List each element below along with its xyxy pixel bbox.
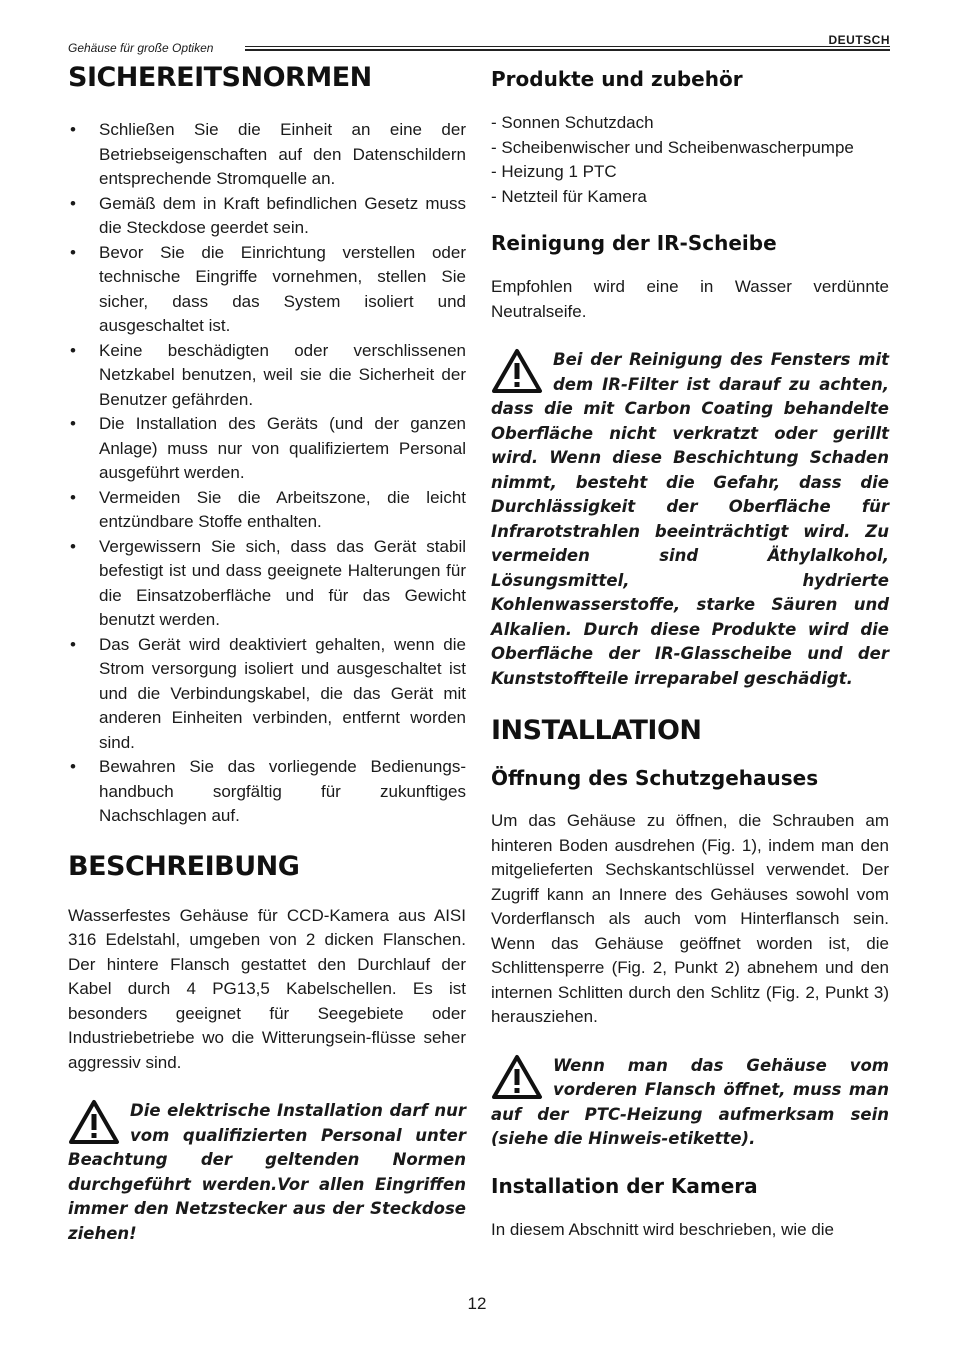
safety-item: • Das Gerät wird deaktiviert gehalten, wenn die Strom versorgung isoliert und ausgeschaltet ist und die Verbindungskabel, die das Gerät mit anderen Einheiten verbinden, entfernt worden sind. (68, 633, 466, 756)
product-item: - Heizung 1 PTC (491, 162, 617, 181)
header-left-text: Gehäuse für große Optiken (68, 41, 214, 55)
camera-text: In diesem Abschnitt wird beschrieben, wie die (491, 1219, 835, 1239)
description-text: Wasserfestes Gehäuse für CCD-Kamera aus AISI 316 Edelstahl, umgeben von 2 dicken Flanschen. Der hintere Flansch gestattet den Durchlauf der Kabel durch 4 PG13,5 Kabelschellen. Es ist besonders geeignet für Seegebiete oder Industriebetriebe wo die Witterungsein-flüsse seher aggressiv sind. (68, 905, 466, 1072)
safety-item: • Vermeiden Sie die Arbeitszone, die leicht entzündbare Stoffe enthalten. (68, 486, 466, 535)
opening-warning (491, 1054, 889, 1152)
product-item: - Netzteil für Kamera (491, 186, 647, 206)
page-number: 12 (467, 1294, 487, 1313)
electrical-warning-text: Die elektrische Installation darf nur vom qualifizierten Personal unter Beachtung der geltenden Normen durchgeführt werden.Vor allen Eingriffen immer den Netzstecker aus der Steckdose ziehen! (68, 1101, 466, 1243)
safety-item: • Die Installation des Geräts (und der ganzen Anlage) muss nur von qualifiziertem Personal ausgeführt werden. (68, 412, 466, 486)
warning-triangle-icon (491, 348, 543, 394)
electrical-warning (68, 1099, 466, 1246)
header-rule (245, 46, 890, 51)
products-title: Produkte und zubehör (491, 67, 743, 91)
opening-warning-text: Wenn man das Gehäuse vom vorderen Flansch öffnet, muss man auf der PTC-Heizung aufmerksam sein (siehe die Hinweis-etikette). (491, 1055, 889, 1148)
left-column (68, 60, 466, 1246)
safety-item: • Bevor Sie die Einrichtung verstellen oder technische Eingriffe vornehmen, stellen Sie sicher, dass das System isoliert und ausgeschaltet ist. (68, 241, 466, 339)
description-title: BESCHREIBUNG (68, 850, 300, 882)
camera-title: Installation der Kamera (491, 1173, 758, 1198)
safety-item: • Schließen Sie die Einheit an eine der Betriebseigenschaften auf den Datenschildern entsprechende Stromquelle an. (68, 118, 466, 192)
cleaning-warning-text: Bei der Reinigung des Fensters mit dem IR-Filter ist darauf zu achten, dass die mit Carbon Coating behandelte Oberfläche nicht verkratzt oder gerillt wird. Wenn diese Beschichtung Schaden nimmt, besteht die Gefahr, dass die Durchlässigkeit der Oberfläche für Infrarotstrahlen beeinträchtigt wird. Zu vermeiden sind Äthylalkohol, Lösungsmittel, hydrierte Kohlenwasserstoffe, starke Säuren und Alkalien. Durch diese Produkte wird die Oberfläche der IR-Glasscheibe und der Kunststoffteile irreparabel geschädigt. (491, 350, 889, 688)
safety-title: SICHEREITSNORMEN (68, 62, 372, 93)
products-list (491, 111, 889, 209)
header-language: DEUTSCH (828, 33, 890, 47)
cleaning-warning (491, 348, 889, 691)
safety-item: • Vergewissern Sie sich, dass das Gerät stabil befestigt ist und dass geeignete Halterungen für die Einsatzoberfläche und für das Gewicht benutzt werden. (68, 535, 466, 633)
safety-item: • Bewahren Sie das vorliegende Bedienungs-handbuch sorgfältig für zukunftiges Nachschlagen auf. (68, 755, 466, 829)
safety-item: • Gemäß dem in Kraft befindlichen Gesetz muss die Steckdose geerdet sein. (68, 192, 466, 241)
product-item: - Scheibenwischer und Scheibenwascherpumpe (491, 137, 854, 157)
opening-title: Öffnung des Schutzgehauses (491, 766, 819, 790)
right-column (491, 60, 889, 1242)
safety-list (68, 118, 466, 829)
safety-item: • Keine beschädigten oder verschlissenen Netzkabel benutzen, weil sie die Sicherheit der Benutzer gefährden. (68, 339, 466, 413)
cleaning-title: Reinigung der IR-Scheibe (491, 231, 777, 255)
installation-title: INSTALLATION (491, 715, 702, 746)
opening-text: Um das Gehäuse zu öffnen, die Schrauben am hinteren Boden ausdrehen (Fig. 1), indem man den mitgelieferten Sechskantschlüssel verwendet. Der Zugriff kann an Innere des Gehäuses sowohl vom Vorderflansch als auch vom Hinterflansch sein. Wenn das Gehäuse geöffnet worden ist, die Schlittensperre (Fig. 2, Punkt 2) abnehem und den internen Schlitten durch den Schlitz (Fig. 2, Punkt 3) herausziehen. (491, 811, 889, 1026)
warning-triangle-icon (68, 1099, 120, 1145)
warning-triangle-icon (491, 1054, 543, 1100)
cleaning-text: Empfohlen wird eine in Wasser verdünnte Neutralseife. (491, 277, 889, 321)
product-item: - Sonnen Schutzdach (491, 113, 654, 132)
